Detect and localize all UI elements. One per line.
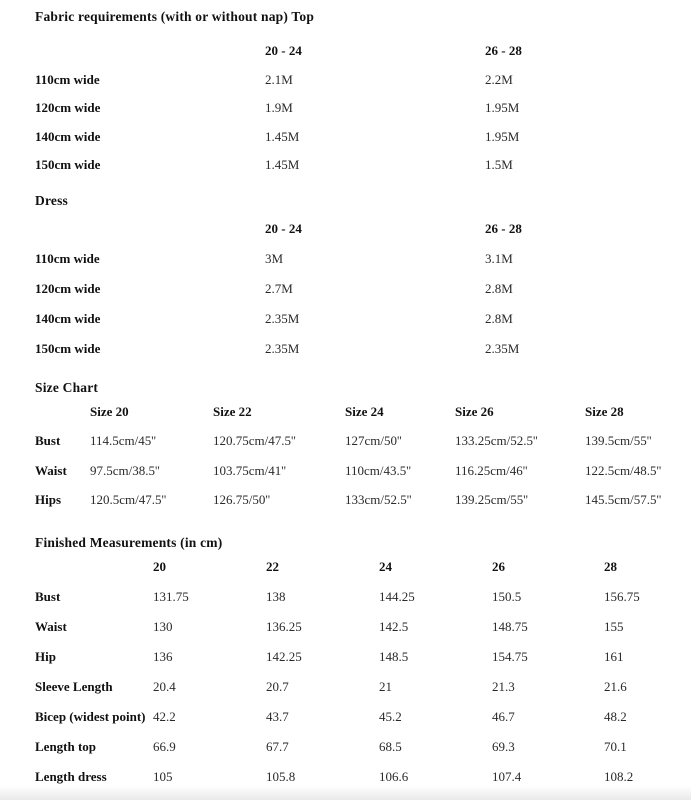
cell-value: 148.5 bbox=[379, 648, 409, 664]
cell-value: 130 bbox=[153, 618, 173, 634]
table-row bbox=[35, 311, 691, 341]
cell-value: 3.1M bbox=[485, 250, 513, 266]
row-label: Bicep (widest point) bbox=[35, 708, 146, 724]
cell-value: 1.95M bbox=[485, 100, 520, 115]
column-header: 20 - 24 bbox=[265, 43, 302, 58]
column-header: 20 bbox=[153, 558, 166, 574]
cell-value: 127cm/50'' bbox=[345, 433, 402, 448]
cell-value: 97.5cm/38.5'' bbox=[90, 462, 160, 478]
row-label: 110cm wide bbox=[35, 250, 100, 266]
cell-value: 66.9 bbox=[153, 738, 176, 754]
row-label: Hip bbox=[35, 648, 56, 664]
cell-value: 105 bbox=[153, 768, 173, 784]
table-row bbox=[35, 492, 691, 522]
column-header: Size 26 bbox=[455, 403, 494, 419]
cell-value: 45.2 bbox=[379, 708, 402, 724]
cell-value: 107.4 bbox=[492, 768, 522, 784]
table-row bbox=[35, 341, 691, 371]
size-chart-title: Size Chart bbox=[35, 379, 99, 395]
cell-value: 67.7 bbox=[266, 738, 289, 754]
cell-value: 120.5cm/47.5'' bbox=[90, 492, 167, 507]
section-size-chart bbox=[35, 379, 691, 522]
row-label: 150cm wide bbox=[35, 340, 101, 356]
cell-value: 108.2 bbox=[604, 768, 634, 784]
cell-value: 48.2 bbox=[604, 708, 627, 724]
table-row bbox=[35, 709, 691, 739]
cell-value: 2.8M bbox=[485, 280, 513, 296]
row-label: Hips bbox=[35, 492, 62, 507]
cell-value: 133.25cm/52.5'' bbox=[455, 433, 538, 448]
cell-value: 148.75 bbox=[492, 618, 528, 634]
cell-value: 46.7 bbox=[492, 708, 515, 724]
cell-value: 20.7 bbox=[266, 678, 289, 694]
row-label: 140cm wide bbox=[35, 128, 101, 144]
fabric-requirements-top-title: Fabric requirements (with or without nap) Top bbox=[35, 9, 315, 24]
table-row bbox=[35, 679, 691, 709]
cell-value: 145.5cm/57.5'' bbox=[585, 492, 662, 507]
cell-value: 142.5 bbox=[379, 618, 409, 634]
table-header-row bbox=[35, 404, 691, 434]
cell-value: 68.5 bbox=[379, 738, 402, 754]
row-label: 150cm wide bbox=[35, 157, 101, 172]
cell-value: 21.3 bbox=[492, 678, 515, 694]
column-header: 20 - 24 bbox=[265, 220, 302, 236]
cell-value: 2.35M bbox=[485, 340, 520, 356]
row-label: Sleeve Length bbox=[35, 678, 113, 694]
table-row bbox=[35, 433, 691, 463]
table-row bbox=[35, 281, 691, 311]
row-label: Waist bbox=[35, 618, 67, 634]
cell-value: 131.75 bbox=[153, 588, 189, 604]
table-row bbox=[35, 157, 691, 186]
cell-value: 155 bbox=[604, 618, 624, 634]
cell-value: 1.95M bbox=[485, 128, 520, 144]
cell-value: 2.8M bbox=[485, 310, 513, 326]
cell-value: 136.25 bbox=[266, 618, 302, 634]
column-header: 26 - 28 bbox=[485, 220, 522, 236]
row-label: Bust bbox=[35, 588, 61, 604]
table-row bbox=[35, 739, 691, 769]
cell-value: 156.75 bbox=[604, 588, 640, 604]
row-label: Length top bbox=[35, 738, 97, 754]
table-row bbox=[35, 72, 691, 101]
cell-value: 43.7 bbox=[266, 708, 289, 724]
cell-value: 21.6 bbox=[604, 678, 627, 694]
table-header-row bbox=[35, 43, 691, 72]
fabric-requirements-dress-table bbox=[35, 221, 691, 371]
cell-value: 103.75cm/41'' bbox=[213, 462, 286, 478]
cell-value: 105.8 bbox=[266, 768, 296, 784]
table-header-row bbox=[35, 221, 691, 251]
cell-value: 139.25cm/55'' bbox=[455, 492, 528, 507]
column-header: 26 - 28 bbox=[485, 43, 522, 58]
section-fabric-requirements-top bbox=[35, 8, 691, 186]
cell-value: 1.9M bbox=[265, 100, 293, 115]
cell-value: 20.4 bbox=[153, 678, 176, 694]
cell-value: 70.1 bbox=[604, 738, 627, 754]
row-label: Waist bbox=[35, 462, 67, 478]
cell-value: 1.45M bbox=[265, 157, 300, 172]
cell-value: 144.25 bbox=[379, 588, 415, 604]
column-header: 28 bbox=[604, 558, 617, 574]
cell-value: 114.5cm/45'' bbox=[90, 433, 156, 448]
size-chart-table bbox=[35, 404, 691, 522]
cell-value: 42.2 bbox=[153, 708, 176, 724]
cell-value: 122.5cm/48.5'' bbox=[585, 462, 662, 478]
cell-value: 150.5 bbox=[492, 588, 522, 604]
cell-value: 2.35M bbox=[265, 340, 300, 356]
column-header: 26 bbox=[492, 558, 505, 574]
table-row bbox=[35, 649, 691, 679]
finished-measurements-table bbox=[35, 559, 691, 799]
section-fabric-requirements-dress bbox=[35, 192, 691, 371]
row-label: 140cm wide bbox=[35, 310, 101, 326]
cell-value: 3M bbox=[265, 250, 284, 266]
cell-value: 139.5cm/55'' bbox=[585, 433, 652, 448]
cell-value: 2.7M bbox=[265, 280, 293, 296]
finished-measurements-title: Finished Measurements (in cm) bbox=[35, 534, 223, 550]
table-row bbox=[35, 589, 691, 619]
cell-value: 126.75/50'' bbox=[213, 492, 271, 507]
cell-value: 120.75cm/47.5'' bbox=[213, 433, 296, 448]
cell-value: 2.1M bbox=[265, 71, 293, 87]
cell-value: 116.25cm/46'' bbox=[455, 462, 528, 478]
table-row bbox=[35, 463, 691, 493]
row-label: Bust bbox=[35, 433, 61, 448]
cell-value: 1.5M bbox=[485, 157, 513, 172]
row-label: Length dress bbox=[35, 768, 107, 784]
table-header-row bbox=[35, 559, 691, 589]
column-header: 24 bbox=[379, 558, 392, 574]
cell-value: 161 bbox=[604, 648, 624, 664]
column-header: Size 24 bbox=[345, 403, 384, 419]
section-finished-measurements bbox=[35, 534, 691, 799]
column-header: Size 28 bbox=[585, 403, 624, 419]
cell-value: 2.2M bbox=[485, 71, 513, 87]
cell-value: 110cm/43.5'' bbox=[345, 462, 411, 478]
column-header: 22 bbox=[266, 558, 279, 574]
row-label: 120cm wide bbox=[35, 100, 101, 115]
cell-value: 138 bbox=[266, 588, 286, 604]
cell-value: 69.3 bbox=[492, 738, 515, 754]
fabric-requirements-dress-title: Dress bbox=[35, 192, 68, 208]
fabric-requirements-top-table bbox=[35, 43, 691, 186]
cell-value: 106.6 bbox=[379, 768, 409, 784]
row-label: 110cm wide bbox=[35, 71, 100, 87]
cell-value: 142.25 bbox=[266, 648, 302, 664]
column-header: Size 22 bbox=[213, 403, 252, 419]
column-header: Size 20 bbox=[90, 403, 129, 419]
table-row bbox=[35, 100, 691, 129]
cell-value: 1.45M bbox=[265, 128, 300, 144]
table-row bbox=[35, 769, 691, 799]
cell-value: 154.75 bbox=[492, 648, 528, 664]
cell-value: 21 bbox=[379, 678, 392, 694]
cell-value: 2.35M bbox=[265, 310, 300, 326]
table-row bbox=[35, 129, 691, 158]
row-label: 120cm wide bbox=[35, 280, 101, 296]
cell-value: 133cm/52.5'' bbox=[345, 492, 412, 507]
table-row bbox=[35, 251, 691, 281]
cell-value: 136 bbox=[153, 648, 173, 664]
table-row bbox=[35, 619, 691, 649]
